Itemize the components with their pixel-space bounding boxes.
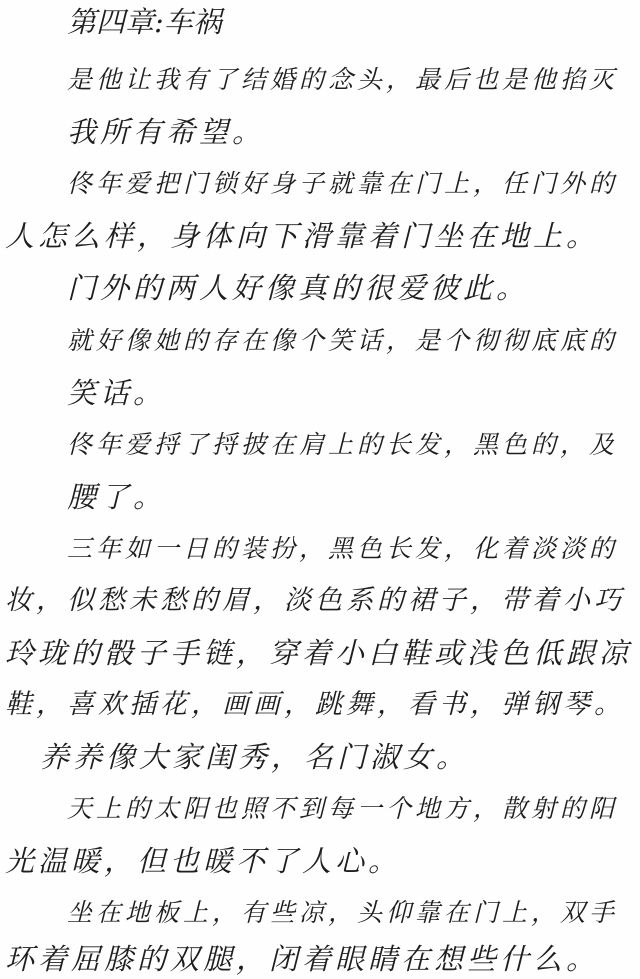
text-line: 鞋，喜欢插花，画画，跳舞，看书，弹钢琴。: [5, 689, 625, 720]
text-line: 佟年爱捋了捋披在肩上的长发，黑色的，及: [67, 430, 619, 459]
text-line: 养养像大家闺秀，名门淑女。: [40, 740, 470, 774]
text-line: 玲珑的骰子手链，穿着小白鞋或浅色低跟凉: [5, 636, 633, 670]
chapter-title: 第四章:车祸: [67, 5, 222, 39]
text-line: 笑话。: [67, 376, 167, 410]
text-line: 天上的太阳也照不到每一个地方，散射的阳: [67, 794, 619, 823]
text-line: 佟年爱把门锁好身子就靠在门上，任门外的: [67, 169, 619, 198]
text-line: 我所有希望。: [67, 115, 266, 149]
text-line: 是他让我有了结婚的念头，最后也是他掐灭: [67, 65, 619, 94]
text-line: 光温暖，但也暖不了人心。: [5, 844, 402, 878]
text-line: 三年如一日的装扮，黑色长发，化着淡淡的: [67, 534, 619, 563]
text-line: 人怎么样，身体向下滑靠着门坐在地上。: [5, 219, 600, 253]
text-line: 妆，似愁未愁的眉，淡色系的裙子，带着小巧: [5, 585, 625, 616]
text-line: 就好像她的存在像个笑话，是个彻彻底底的: [67, 326, 619, 355]
text-line: 门外的两人好像真的很爱彼此。: [67, 271, 530, 305]
text-line: 坐在地板上，有些凉，头仰靠在门上，双手: [67, 898, 619, 927]
text-line: 环着屈膝的双腿，闭着眼睛在想些什么。: [5, 942, 600, 976]
text-line: 腰了。: [67, 480, 167, 514]
